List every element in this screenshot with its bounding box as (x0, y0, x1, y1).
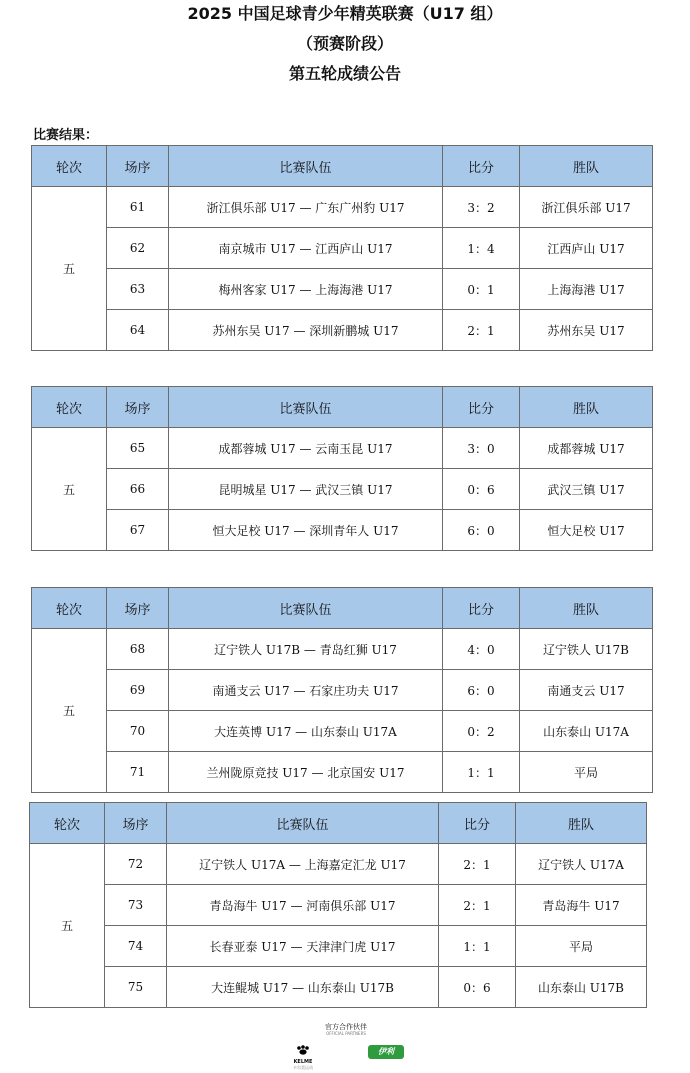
teams-cell: 成都蓉城 U17 — 云南玉昆 U17 (169, 428, 443, 469)
table-header-row (30, 803, 647, 844)
score-cell: 3：2 (443, 187, 520, 228)
table-row (32, 629, 653, 670)
header-teams: 比赛队伍 (167, 803, 439, 844)
results-table (31, 386, 653, 551)
header-round: 轮次 (32, 387, 107, 428)
teams-cell: 梅州客家 U17 — 上海海港 U17 (169, 269, 443, 310)
match-no-cell: 72 (105, 844, 167, 885)
score-cell: 1：1 (439, 926, 516, 967)
table-row (32, 228, 653, 269)
header-score: 比分 (443, 387, 520, 428)
partners-label: 官方合作伙伴 (325, 1023, 367, 1031)
table-row (30, 844, 647, 885)
teams-cell: 辽宁铁人 U17A — 上海嘉定汇龙 U17 (167, 844, 439, 885)
winner-cell: 恒大足校 U17 (520, 510, 653, 551)
score-cell: 0：6 (443, 469, 520, 510)
teams-cell: 南通支云 U17 — 石家庄功夫 U17 (169, 670, 443, 711)
score-cell: 6：0 (443, 510, 520, 551)
header-score: 比分 (439, 803, 516, 844)
score-cell: 2：1 (439, 885, 516, 926)
table-row (32, 310, 653, 351)
header-teams: 比赛队伍 (169, 588, 443, 629)
table-row (32, 469, 653, 510)
match-no-cell: 66 (107, 469, 169, 510)
table-row (32, 269, 653, 310)
title-line-3: 第五轮成绩公告 (288, 64, 401, 83)
score-cell: 6：0 (443, 670, 520, 711)
header-teams: 比赛队伍 (169, 146, 443, 187)
header-teams: 比赛队伍 (169, 387, 443, 428)
header-round: 轮次 (32, 146, 107, 187)
match-no-cell: 71 (107, 752, 169, 793)
results-subtitle: 比赛结果： (33, 128, 99, 143)
winner-cell: 南通支云 U17 (520, 670, 653, 711)
header-score: 比分 (443, 146, 520, 187)
round-cell: 五 (30, 844, 105, 1008)
teams-cell: 大连英博 U17 — 山东泰山 U17A (169, 711, 443, 752)
winner-cell: 平局 (520, 752, 653, 793)
table-row (30, 967, 647, 1008)
teams-cell: 昆明城星 U17 — 武汉三镇 U17 (169, 469, 443, 510)
kelme-sub: 卡尔美运动 (293, 1065, 313, 1070)
table-row (32, 711, 653, 752)
winner-cell: 上海海港 U17 (520, 269, 653, 310)
header-winner: 胜队 (520, 387, 653, 428)
header-match-no: 场序 (105, 803, 167, 844)
match-no-cell: 63 (107, 269, 169, 310)
table-row (32, 428, 653, 469)
teams-cell: 苏州东吴 U17 — 深圳新鹏城 U17 (169, 310, 443, 351)
winner-cell: 山东泰山 U17A (520, 711, 653, 752)
winner-cell: 青岛海牛 U17 (516, 885, 647, 926)
score-cell: 1：4 (443, 228, 520, 269)
table-header-row (32, 146, 653, 187)
header-winner: 胜队 (520, 588, 653, 629)
partners-sub: OFFICIAL PARTNERS (326, 1031, 366, 1036)
winner-cell: 苏州东吴 U17 (520, 310, 653, 351)
winner-cell: 平局 (516, 926, 647, 967)
score-cell: 0：6 (439, 967, 516, 1008)
kelme-icon (296, 1045, 310, 1055)
match-no-cell: 68 (107, 629, 169, 670)
teams-cell: 浙江俱乐部 U17 — 广东广州豹 U17 (169, 187, 443, 228)
winner-cell: 辽宁铁人 U17A (516, 844, 647, 885)
teams-cell: 恒大足校 U17 — 深圳青年人 U17 (169, 510, 443, 551)
match-no-cell: 67 (107, 510, 169, 551)
teams-cell: 长春亚泰 U17 — 天津津门虎 U17 (167, 926, 439, 967)
results-table (29, 802, 647, 1008)
title-line-2: （预赛阶段） (296, 34, 393, 53)
footer-partners (0, 1018, 690, 1068)
kelme-text: KELME (293, 1059, 313, 1065)
winner-cell: 成都蓉城 U17 (520, 428, 653, 469)
header-winner: 胜队 (520, 146, 653, 187)
teams-cell: 兰州陇原竞技 U17 — 北京国安 U17 (169, 752, 443, 793)
winner-cell: 山东泰山 U17B (516, 967, 647, 1008)
results-table (31, 145, 653, 351)
match-no-cell: 62 (107, 228, 169, 269)
table-row (30, 926, 647, 967)
match-no-cell: 75 (105, 967, 167, 1008)
yili-logo: 伊利 (368, 1045, 404, 1059)
table-row (30, 885, 647, 926)
winner-cell: 江西庐山 U17 (520, 228, 653, 269)
teams-cell: 辽宁铁人 U17B — 青岛红狮 U17 (169, 629, 443, 670)
match-no-cell: 69 (107, 670, 169, 711)
header-round: 轮次 (30, 803, 105, 844)
header-score: 比分 (443, 588, 520, 629)
table-row (32, 510, 653, 551)
kelme-logo (290, 1040, 316, 1071)
score-cell: 4：0 (443, 629, 520, 670)
score-cell: 1：1 (443, 752, 520, 793)
table-row (32, 752, 653, 793)
match-no-cell: 73 (105, 885, 167, 926)
teams-cell: 青岛海牛 U17 — 河南俱乐部 U17 (167, 885, 439, 926)
teams-cell: 南京城市 U17 — 江西庐山 U17 (169, 228, 443, 269)
score-cell: 0：2 (443, 711, 520, 752)
teams-cell: 大连鲲城 U17 — 山东泰山 U17B (167, 967, 439, 1008)
winner-cell: 辽宁铁人 U17B (520, 629, 653, 670)
score-cell: 0：1 (443, 269, 520, 310)
round-cell: 五 (32, 187, 107, 351)
score-cell: 3：0 (443, 428, 520, 469)
header-round: 轮次 (32, 588, 107, 629)
match-no-cell: 65 (107, 428, 169, 469)
table-header-row (32, 588, 653, 629)
match-no-cell: 61 (107, 187, 169, 228)
header-match-no: 场序 (107, 146, 169, 187)
table-row (32, 187, 653, 228)
round-cell: 五 (32, 629, 107, 793)
match-no-cell: 64 (107, 310, 169, 351)
winner-cell: 武汉三镇 U17 (520, 469, 653, 510)
score-cell: 2：1 (443, 310, 520, 351)
header-match-no: 场序 (107, 588, 169, 629)
table-row (32, 670, 653, 711)
header-winner: 胜队 (516, 803, 647, 844)
match-no-cell: 74 (105, 926, 167, 967)
score-cell: 2：1 (439, 844, 516, 885)
round-cell: 五 (32, 428, 107, 551)
winner-cell: 浙江俱乐部 U17 (520, 187, 653, 228)
match-no-cell: 70 (107, 711, 169, 752)
title-line-1: 2025 中国足球青少年精英联赛（U17 组） (187, 4, 503, 23)
header-match-no: 场序 (107, 387, 169, 428)
results-table (31, 587, 653, 793)
table-header-row (32, 387, 653, 428)
